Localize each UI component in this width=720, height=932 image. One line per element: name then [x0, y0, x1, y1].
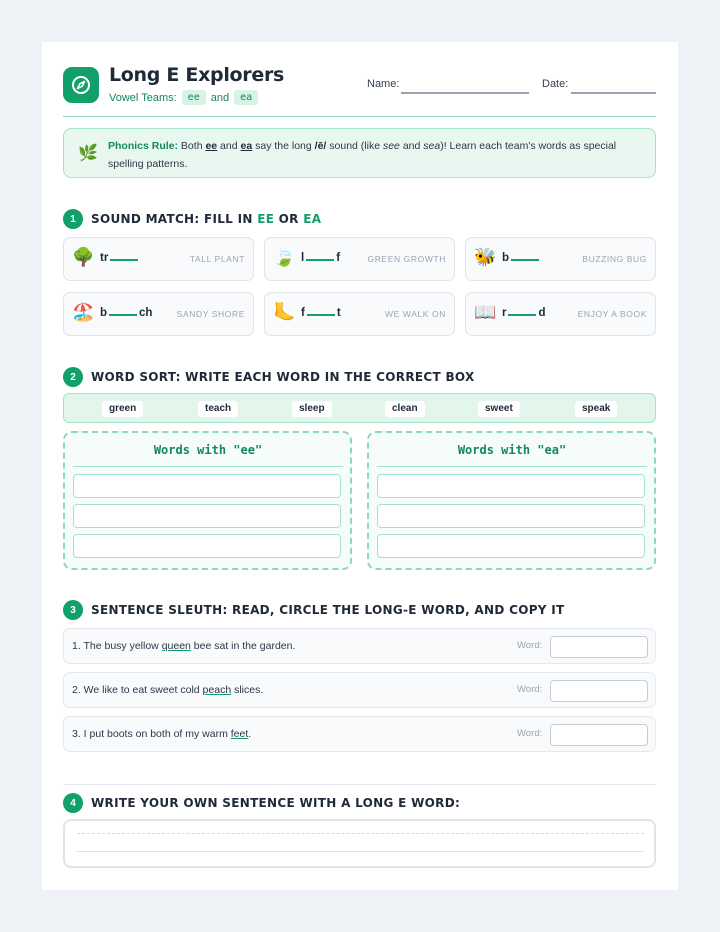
date-label: Date:	[542, 78, 569, 90]
word-label: Word:	[517, 684, 543, 695]
word-input[interactable]	[550, 636, 648, 658]
word-bank	[63, 393, 656, 423]
sort-answer-field[interactable]	[377, 504, 645, 528]
sound-card-read: 📖 r d ENJOY A BOOK	[465, 292, 656, 336]
sort-answer-field[interactable]	[377, 474, 645, 498]
name-label: Name:	[367, 78, 400, 90]
team-ea-pill: ea	[234, 90, 258, 105]
sentence-row	[63, 672, 656, 708]
subtitle-prefix: Vowel Teams:	[109, 91, 177, 104]
name-field[interactable]	[401, 92, 529, 94]
subtitle	[109, 90, 258, 105]
section-number: 3	[63, 600, 83, 620]
sound-card-beach: 🏖️ b ch SANDY SHORE	[63, 292, 254, 336]
card-hint: BUZZING BUG	[582, 254, 647, 264]
sentence-row	[63, 716, 656, 752]
date-field[interactable]	[571, 92, 656, 94]
sort-box-ea	[367, 431, 656, 570]
word-input[interactable]	[550, 680, 648, 702]
section-2-heading	[63, 367, 475, 387]
bee-icon: 🐝	[474, 247, 497, 267]
sort-box-title: Words with "ea"	[457, 443, 567, 457]
sound-card-leaf: 🍃 l f GREEN GROWTH	[264, 237, 455, 281]
section-number: 4	[63, 793, 83, 813]
sentence-writing-box[interactable]	[63, 819, 656, 868]
sort-box-title: Words with "ee"	[153, 443, 263, 457]
word-chip[interactable]: sleep	[292, 401, 332, 417]
fill-blank[interactable]	[307, 314, 335, 316]
fill-blank[interactable]	[508, 314, 536, 316]
sort-answer-field[interactable]	[73, 534, 341, 558]
guide-line-dashed	[77, 833, 644, 834]
word-chip[interactable]: teach	[198, 401, 238, 417]
section-4-heading	[63, 793, 460, 813]
beach-icon: 🏖️	[72, 302, 95, 322]
sentence-text: 2. We like to eat sweet cold peach slices.	[72, 684, 264, 696]
section-title: WORD SORT: WRITE EACH WORD IN THE CORRECT BOX	[91, 370, 475, 384]
section-divider	[63, 784, 656, 785]
card-hint: GREEN GROWTH	[367, 254, 446, 264]
section-number: 2	[63, 367, 83, 387]
fill-blank[interactable]	[511, 259, 539, 261]
section-title: WRITE YOUR OWN SENTENCE WITH A LONG E WORD:	[91, 796, 461, 810]
sort-box-divider	[73, 466, 343, 467]
card-hint: WE WALK ON	[385, 309, 446, 319]
leaf-icon: 🍃	[273, 247, 296, 267]
word-chip[interactable]: green	[102, 401, 143, 417]
sort-box-divider	[377, 466, 647, 467]
team-ee-pill: ee	[182, 90, 206, 105]
card-hint: SANDY SHORE	[176, 309, 245, 319]
sound-card-tree: 🌳 tr TALL PLANT	[63, 237, 254, 281]
sentence-row	[63, 628, 656, 664]
section-title: SENTENCE SLEUTH: READ, CIRCLE THE LONG-E WORD, AND COPY IT	[91, 603, 565, 617]
subtitle-and: and	[210, 91, 230, 104]
header-divider	[63, 116, 656, 117]
worksheet-page	[42, 42, 678, 890]
foot-icon: 🦶	[273, 302, 296, 322]
word-chip[interactable]: clean	[385, 401, 425, 417]
tree-icon: 🌳	[72, 247, 95, 267]
card-hint: TALL PLANT	[189, 254, 245, 264]
herb-icon: 🌿	[78, 145, 98, 162]
section-title: SOUND MATCH: FILL IN EE OR EA	[91, 212, 322, 226]
card-hint: ENJOY A BOOK	[577, 309, 647, 319]
keyword[interactable]: peach	[202, 684, 232, 696]
word-chip[interactable]: sweet	[478, 401, 520, 417]
fill-blank[interactable]	[110, 259, 138, 261]
sound-card-feet: 🦶 f t WE WALK ON	[264, 292, 455, 336]
guide-line-solid	[77, 851, 644, 852]
compass-icon	[63, 67, 99, 103]
keyword[interactable]: feet	[230, 728, 249, 740]
sort-box-ee	[63, 431, 352, 570]
phonics-rule-text: Phonics Rule: Both ee and ea say the long /ē/ sound (like see and sea)! Learn each team's words as special spelling patterns.	[108, 140, 617, 170]
sentence-text: 3. I put boots on both of my warm feet.	[72, 728, 252, 740]
sort-answer-field[interactable]	[377, 534, 645, 558]
phonics-rule-box	[63, 128, 656, 178]
sentence-text: 1. The busy yellow queen bee sat in the garden.	[72, 640, 296, 652]
section-1-heading	[63, 209, 321, 229]
book-icon: 📖	[474, 302, 497, 322]
word-label: Word:	[517, 728, 543, 739]
sort-answer-field[interactable]	[73, 474, 341, 498]
keyword[interactable]: queen	[161, 640, 191, 652]
word-input[interactable]	[550, 724, 648, 746]
word-label: Word:	[517, 640, 543, 651]
section-3-heading	[63, 600, 565, 620]
fill-blank[interactable]	[306, 259, 334, 261]
word-chip[interactable]: speak	[575, 401, 617, 417]
sound-card-bee: 🐝 b BUZZING BUG	[465, 237, 656, 281]
sort-answer-field[interactable]	[73, 504, 341, 528]
page-title: Long E Explorers	[109, 64, 285, 86]
section-number: 1	[63, 209, 83, 229]
fill-blank[interactable]	[109, 314, 137, 316]
